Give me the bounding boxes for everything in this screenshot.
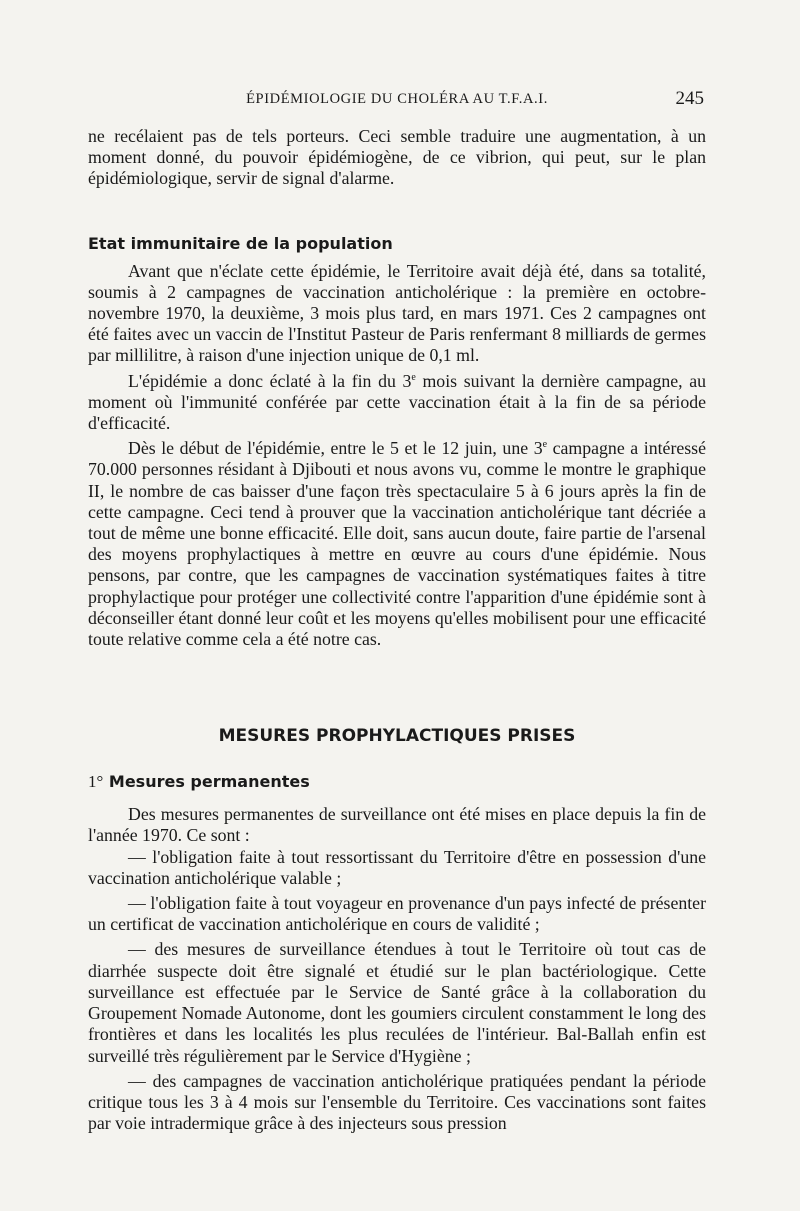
text-run: Dès le début de l'épidémie, entre le 5 et le 12 juin, une 3 xyxy=(128,438,543,459)
text-run: mois suivant la dernière campagne, au moment où l'immunité conférée par cette vaccination était à la fin de sa période d'efficacité. xyxy=(88,370,706,434)
running-title: ÉPIDÉMIOLOGIE DU CHOLÉRA AU T.F.A.I. xyxy=(246,91,548,107)
intro-paragraph: ne recélaient pas de tels porteurs. Ceci semble traduire une augmentation, à un moment donné, du pouvoir épidémiogène, de ce vibrion, qui peut, sur le plan épidémiologique, servir de signal d'alarme. xyxy=(88,126,706,189)
subsection-number: 1° xyxy=(88,772,104,792)
list-item: — l'obligation faite à tout voyageur en provenance d'un pays infecté de présenter un certificat de vaccination anticholérique en cours de validité ; xyxy=(88,893,706,935)
mesures-intro: Des mesures permanentes de surveillance ont été mises en place depuis la fin de l'année 1970. Ce sont : xyxy=(88,804,706,846)
section-heading-etat: Etat immunitaire de la population xyxy=(88,233,393,253)
text-run: campagne a intéressé 70.000 personnes résidant à Djibouti et nous avons vu, comme le montre le graphique II, le nombre de cas baisser d'une façon très spectaculaire 5 à 6 jours après la fin de cette campagne. Ceci tend à prouver que la vaccination anticholérique tant décriée a tout de même une bonne efficacité. Elle doit, sans aucun doute, faire partie de l'arsenal des moyens prophylactiques à mettre en œuvre au cours d'une épidémie. Nous pensons, par contre, que les campagnes de vaccination systématiques faites à titre prophylactique pour protéger une collectivité contre l'apparition d'une épidémie sont à déconseiller étant donné leur coût et les moyens qu'elles mobilisent pour une efficacité toute relative comme cela a été notre cas. xyxy=(88,438,706,650)
page-number: 245 xyxy=(675,88,704,109)
etat-paragraph-1: Avant que n'éclate cette épidémie, le Territoire avait déjà été, dans sa totalité, soumis à 2 campagnes de vaccination anticholérique : la première en octobre-novembre 1970, la deuxième, 3 mois plus tard, en mars 1971. Ces 2 campagnes ont été faites avec un vaccin de l'Institut Pasteur de Paris renfermant 8 milliards de germes par millilitre, à raison d'une injection unique de 0,1 ml. xyxy=(88,260,706,366)
etat-paragraph-3 xyxy=(88,438,706,650)
list-item: — des mesures de surveillance étendues à tout le Territoire où tout cas de diarrhée suspecte doit être signalé et étudié sur le plan bactériologique. Cette surveillance est effectuée par le Service de Santé grâce à la collaboration du Groupement Nomade Autonome, dont les goumiers circulent constamment le long des frontières et dans les localités les plus reculées de l'intérieur. Bal-Ballah enfin est surveillé très régulièrement par le Service d'Hygiène ; xyxy=(88,939,706,1066)
subsection-heading xyxy=(88,772,706,792)
etat-paragraph-2 xyxy=(88,371,706,435)
superscript: e xyxy=(411,371,416,383)
text-run: L'épidémie a donc éclaté à la fin du 3 xyxy=(128,370,412,391)
subsection-title: Mesures permanentes xyxy=(108,772,310,792)
list-item: — des campagnes de vaccination anticholérique pratiquées pendant la période critique tous les 3 à 4 mois sur l'ensemble du Territoire. Ces vaccinations sont faites par voie intradermique grâce à des injecteurs sous pression xyxy=(88,1070,706,1134)
body-text xyxy=(88,126,706,1134)
section-heading-mesures: MESURES PROPHYLACTIQUES PRISES xyxy=(218,726,576,747)
list-item: — l'obligation faite à tout ressortissant du Territoire d'être en possession d'une vaccination anticholérique valable ; xyxy=(88,846,706,888)
superscript: e xyxy=(542,439,548,451)
running-header xyxy=(88,88,706,112)
